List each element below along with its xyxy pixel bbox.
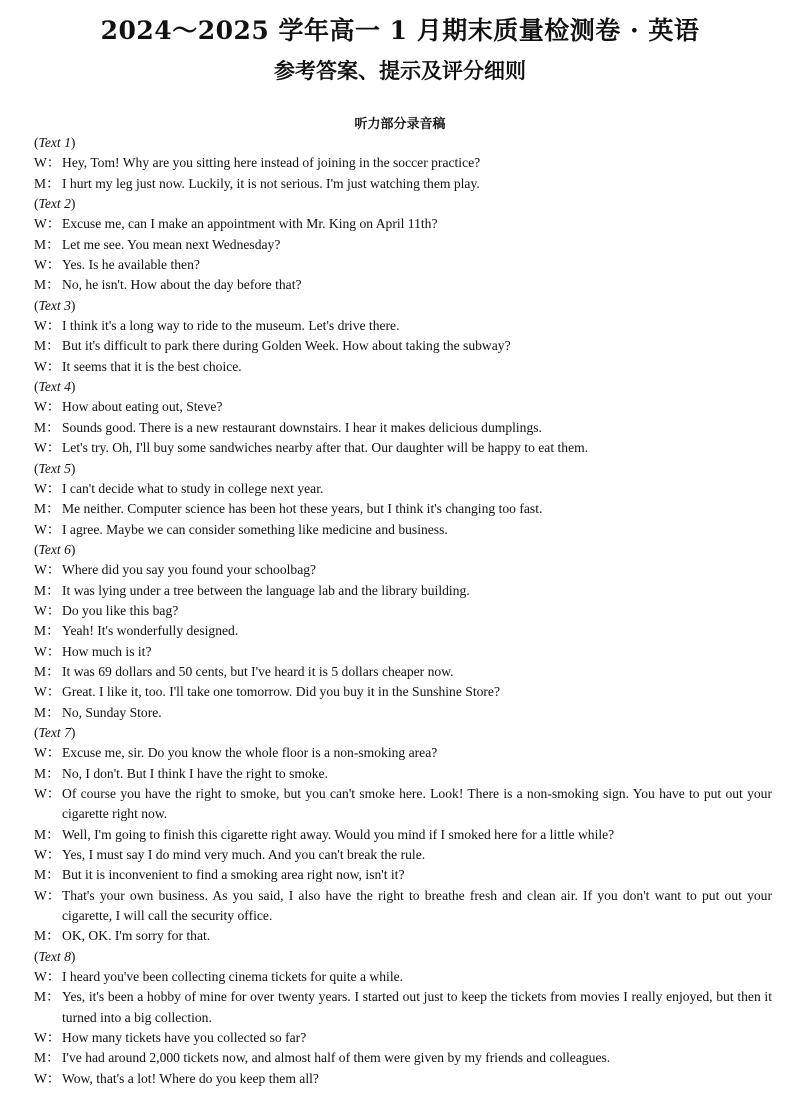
speaker-label: W：	[34, 1030, 61, 1046]
dialogue-line	[34, 316, 772, 336]
dialogue-label-text: Text 1	[38, 135, 71, 150]
line-text: Hey, Tom! Why are you sitting here instead of joining in the soccer practice?	[62, 155, 481, 171]
dialogue-line	[34, 784, 772, 825]
line-text: Yes. Is he available then?	[62, 257, 200, 273]
dialogue-line	[34, 235, 772, 255]
dialogue-line	[34, 520, 772, 540]
line-text: Where did you say you found your schoolbag?	[62, 562, 317, 578]
listening-transcript	[34, 133, 772, 1089]
dialogue-line	[34, 336, 772, 356]
line-text: OK, OK. I'm sorry for that.	[62, 928, 211, 944]
speaker-label: M：	[34, 765, 60, 781]
dialogue-label-text: Text 2	[38, 196, 71, 212]
line-text: I agree. Maybe we can consider something like medicine and business.	[62, 521, 448, 537]
speaker-label: M：	[34, 501, 60, 517]
line-text: Wow, that's a lot! Where do you keep them all?	[62, 1070, 319, 1086]
dialogue-line	[34, 499, 772, 519]
line-text: I hurt my leg just now. Luckily, it is not serious. I'm just watching them play.	[62, 175, 480, 191]
page-title: 2024～2025 学年高一 1 月期末质量检测卷 · 英语	[100, 16, 700, 45]
dialogue-line	[34, 560, 772, 580]
speaker-label: M：	[34, 867, 60, 883]
line-text: I heard you've been collecting cinema tickets for quite a while.	[62, 969, 404, 985]
dialogue-line	[34, 581, 772, 601]
dialogue-line	[34, 621, 772, 641]
dialogue-line	[34, 967, 772, 987]
dialogue-line	[34, 926, 772, 946]
dialogue-line	[34, 845, 772, 865]
line-text: Great. I like it, too. I'll take one tomorrow. Did you buy it in the Sunshine Store?	[62, 684, 500, 700]
speaker-label: W：	[34, 745, 61, 761]
speaker-label: M：	[34, 989, 60, 1005]
speaker-label: W：	[34, 257, 61, 273]
dialogue-text-4	[34, 377, 772, 458]
dialogue-line	[34, 174, 772, 194]
dialogue-text-3	[34, 296, 772, 377]
dialogue-text-7	[34, 723, 772, 947]
speaker-label: W：	[34, 1070, 61, 1086]
speaker-label: W：	[34, 602, 61, 618]
dialogue-text-5	[34, 459, 772, 540]
speaker-label: M：	[34, 419, 60, 435]
dialogue-label: (Text 5)	[34, 460, 76, 476]
line-text: Me neither. Computer science has been hot these years, but I think it's changing too fast.	[62, 501, 543, 517]
dialogue-line	[34, 743, 772, 763]
dialogue-line	[34, 825, 772, 845]
line-text: Sounds good. There is a new restaurant downstairs. I hear it makes delicious dumplings.	[62, 419, 542, 435]
speaker-label: W：	[34, 847, 61, 863]
dialogue-line	[34, 275, 772, 295]
line-text: Yes, I must say I do mind very much. And you can't break the rule.	[62, 847, 426, 863]
dialogue-label: (Text 1)	[34, 135, 76, 150]
line-text: It seems that it is the best choice.	[62, 358, 242, 374]
dialogue-line	[34, 397, 772, 417]
dialogue-line	[34, 1028, 772, 1048]
dialogue-text-2	[34, 194, 772, 296]
dialogue-line	[34, 886, 772, 927]
speaker-label: W：	[34, 684, 61, 700]
section-heading: 听力部分录音稿	[354, 117, 446, 132]
dialogue-line	[34, 642, 772, 662]
dialogue-label: (Text 8)	[34, 948, 76, 964]
speaker-label: M：	[34, 623, 60, 639]
dialogue-line	[34, 1048, 772, 1068]
speaker-label: W：	[34, 155, 61, 171]
speaker-label: M：	[34, 704, 60, 720]
speaker-label: W：	[34, 521, 61, 537]
dialogue-line	[34, 601, 772, 621]
dialogue-label-text: Text 7	[38, 724, 71, 740]
speaker-label: M：	[34, 663, 60, 679]
line-text: Yes, it's been a hobby of mine for over twenty years. I started out just to keep the tickets from movies I really enjoyed, but then it turned into a big collection.	[62, 989, 772, 1025]
dialogue-label: (Text 6)	[34, 541, 76, 557]
speaker-label: M：	[34, 175, 60, 191]
line-text: Yeah! It's wonderfully designed.	[62, 623, 239, 639]
line-text: No, I don't. But I think I have the right to smoke.	[62, 765, 328, 781]
dialogue-line	[34, 214, 772, 234]
line-text: Well, I'm going to finish this cigarette right away. Would you mind if I smoked here for a little while?	[62, 826, 615, 842]
speaker-label: W：	[34, 643, 61, 659]
dialogue-line	[34, 153, 772, 173]
speaker-label: W：	[34, 358, 61, 374]
dialogue-label: (Text 2)	[34, 196, 76, 212]
dialogue-text-8	[34, 947, 772, 1089]
speaker-label: M：	[34, 277, 60, 293]
speaker-label: W：	[34, 480, 61, 496]
dialogue-label-text: Text 3	[38, 297, 71, 313]
line-text: No, he isn't. How about the day before that?	[62, 277, 302, 293]
line-text: I think it's a long way to ride to the museum. Let's drive there.	[62, 318, 400, 334]
speaker-label: W：	[34, 440, 61, 456]
dialogue-line	[34, 987, 772, 1028]
speaker-label: W：	[34, 887, 61, 903]
speaker-label: M：	[34, 338, 60, 354]
dialogue-label: (Text 3)	[34, 297, 76, 313]
dialogue-line	[34, 662, 772, 682]
speaker-label: M：	[34, 582, 60, 598]
dialogue-line	[34, 1069, 772, 1089]
line-text: That's your own business. As you said, I also have the right to breathe fresh and clean air. If you don't want to put out your cigarette, I will call the security office.	[62, 887, 772, 924]
speaker-label: W：	[34, 216, 61, 232]
dialogue-label-text: Text 8	[38, 948, 71, 964]
line-text: No, Sunday Store.	[62, 704, 162, 720]
speaker-label: M：	[34, 1050, 60, 1066]
speaker-label: W：	[34, 399, 61, 415]
line-text: How many tickets have you collected so far?	[62, 1030, 307, 1046]
dialogue-text-1	[34, 133, 772, 194]
speaker-label: M：	[34, 928, 60, 944]
line-text: I can't decide what to study in college next year.	[62, 480, 324, 496]
line-text: Let me see. You mean next Wednesday?	[62, 236, 281, 252]
line-text: Do you like this bag?	[62, 602, 179, 618]
dialogue-line	[34, 682, 772, 702]
line-text: Excuse me, can I make an appointment with Mr. King on April 11th?	[62, 216, 438, 232]
line-text: I've had around 2,000 tickets now, and almost half of them were given by my friends and colleagues.	[62, 1050, 611, 1066]
page-subtitle: 参考答案、提示及评分细则	[274, 58, 526, 83]
speaker-label: M：	[34, 826, 60, 842]
line-text: Excuse me, sir. Do you know the whole floor is a non-smoking area?	[62, 745, 438, 761]
dialogue-line	[34, 479, 772, 499]
speaker-label: W：	[34, 969, 61, 985]
speaker-label: W：	[34, 318, 61, 334]
line-text: How much is it?	[62, 643, 152, 659]
line-text: But it is inconvenient to find a smoking area right now, isn't it?	[62, 867, 405, 883]
dialogue-line	[34, 438, 772, 458]
dialogue-label-text: Text 6	[38, 541, 71, 557]
dialogue-line	[34, 764, 772, 784]
line-text: How about eating out, Steve?	[62, 399, 223, 415]
dialogue-label-text: Text 4	[38, 379, 71, 395]
speaker-label: W：	[34, 562, 61, 578]
dialogue-line	[34, 418, 772, 438]
speaker-label: W：	[34, 786, 61, 801]
line-text: But it's difficult to park there during Golden Week. How about taking the subway?	[62, 338, 511, 354]
dialogue-line	[34, 255, 772, 275]
line-text: It was lying under a tree between the language lab and the library building.	[62, 582, 470, 598]
dialogue-label-text: Text 5	[38, 460, 71, 476]
line-text: It was 69 dollars and 50 cents, but I've heard it is 5 dollars cheaper now.	[62, 663, 454, 679]
speaker-label: M：	[34, 236, 60, 252]
line-text: Let's try. Oh, I'll buy some sandwiches nearby after that. Our daughter will be happy to eat them.	[62, 440, 589, 456]
dialogue-line	[34, 865, 772, 885]
dialogue-line	[34, 703, 772, 723]
dialogue-text-6	[34, 540, 772, 723]
dialogue-label: (Text 4)	[34, 379, 76, 395]
dialogue-label: (Text 7)	[34, 724, 76, 740]
dialogue-line	[34, 357, 772, 377]
line-text: Of course you have the right to smoke, but you can't smoke here. Look! There is a non-smoking sign. You have to put out your cigarette right now.	[62, 786, 772, 822]
